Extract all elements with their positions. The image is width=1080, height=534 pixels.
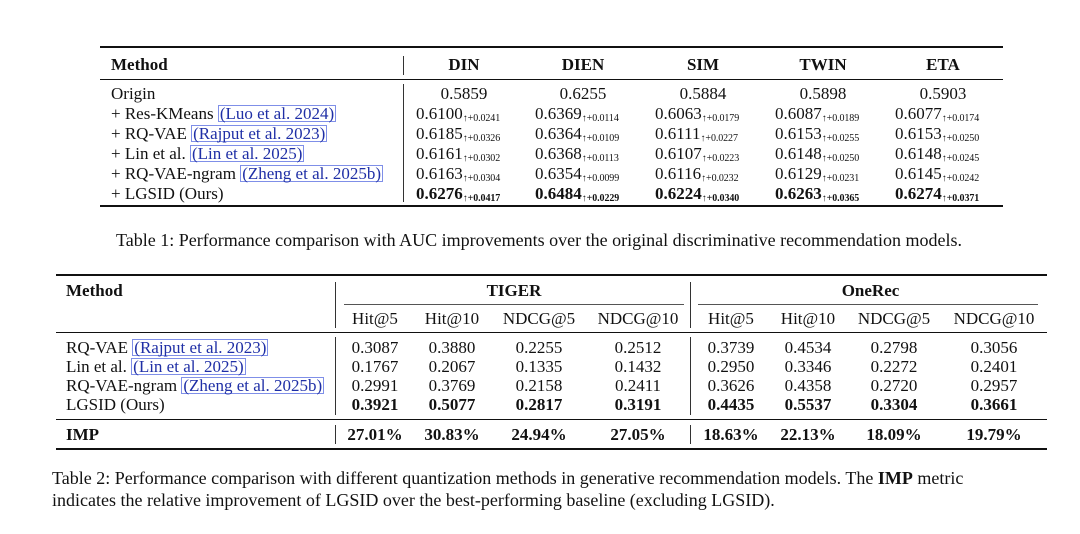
table1-origin-label: Origin (111, 84, 156, 103)
table2-row-label (66, 338, 268, 358)
citation-link[interactable]: (Zheng et al. 2025b) (183, 376, 323, 395)
table2-cell: 0.2411 (614, 376, 662, 395)
table2-cell: 0.2158 (515, 376, 563, 395)
table1-row-label (111, 104, 336, 124)
auc-delta: ↑+0.0365 (821, 193, 860, 204)
method-name: + LGSID (Ours) (111, 184, 224, 203)
auc-delta: ↑+0.0245 (941, 153, 980, 164)
auc-delta: ↑+0.0113 (581, 153, 619, 164)
table2-cell: 0.3769 (428, 376, 476, 395)
table2-cell: 0.5537 (784, 395, 832, 414)
auc-delta: ↑+0.0255 (821, 133, 860, 144)
table1-header-method: Method (111, 55, 168, 74)
method-name: RQ-VAE-ngram (66, 376, 182, 395)
table2-imp-divider (335, 425, 336, 444)
auc-delta: ↑+0.0304 (462, 173, 501, 184)
method-name: Lin et al. (66, 357, 132, 376)
auc-delta: ↑+0.0371 (941, 193, 980, 204)
table2-cell: 0.2950 (707, 357, 755, 376)
method-name: RQ-VAE (66, 338, 133, 357)
auc-value: 0.6263 (775, 184, 822, 203)
table2-cell: 0.4358 (784, 376, 832, 395)
table1-mid-rule (100, 79, 1003, 80)
method-name: + Lin et al. (111, 144, 190, 163)
table2-cell: 0.1767 (351, 357, 399, 376)
table1-row-label (111, 124, 327, 144)
auc-value: 0.6364 (535, 124, 582, 143)
table2-cell: 0.3626 (707, 376, 755, 395)
table2-cell: 0.3087 (351, 338, 399, 357)
table2-cmidrule-onerec (698, 304, 1038, 305)
auc-delta: ↑+0.0114 (581, 113, 619, 124)
table1-row-label (111, 144, 304, 164)
table2-cell: 0.2720 (870, 376, 918, 395)
citation-link[interactable]: (Rajput et al. 2023) (193, 124, 326, 143)
table1-bottom-rule (100, 205, 1003, 207)
citation-link[interactable]: (Zheng et al. 2025b) (242, 164, 381, 183)
method-name: + RQ-VAE (111, 124, 192, 143)
table2-caption (52, 467, 963, 489)
auc-value: 0.6368 (535, 144, 582, 163)
citation-link[interactable]: (Luo et al. 2024) (219, 104, 335, 123)
auc-delta: ↑+0.0229 (581, 193, 620, 204)
auc-delta: ↑+0.0250 (941, 133, 980, 144)
table2-cell: 0.4435 (707, 395, 755, 414)
auc-delta: ↑+0.0232 (701, 173, 739, 184)
citation-link[interactable]: (Lin et al. 2025) (133, 357, 244, 376)
table1-header-twin: TWIN (799, 55, 847, 74)
auc-delta: ↑+0.0250 (821, 153, 860, 164)
table2-row-label (66, 395, 165, 415)
table2-row-label (66, 376, 324, 396)
table2-row-label (66, 357, 246, 377)
table2-imp-label: IMP (66, 425, 100, 444)
table1-header-dien: DIEN (561, 55, 605, 74)
table2-cell: 0.3191 (614, 395, 662, 414)
auc-value: 0.6111 (655, 124, 701, 143)
auc-value: 0.6116 (655, 164, 702, 183)
table2-cell: 0.4534 (784, 338, 832, 357)
auc-delta: ↑+0.0242 (941, 173, 980, 184)
table2-imp-value: 22.13% (780, 425, 836, 444)
table1-origin-value: 0.5884 (679, 84, 727, 103)
auc-value: 0.6369 (535, 104, 582, 123)
table2-imp-group-divider (690, 425, 691, 444)
method-name: + Res-KMeans (111, 104, 218, 123)
table2-subheader: Hit@10 (424, 309, 480, 328)
table1-row-label (111, 164, 383, 184)
table1-header-divider (403, 56, 404, 75)
auc-value: 0.6274 (895, 184, 942, 203)
table2-group-tiger: TIGER (486, 281, 542, 300)
caption-text: metric (912, 468, 964, 488)
auc-delta: ↑+0.0109 (581, 133, 620, 144)
table2-group-divider (690, 282, 691, 328)
table2-header-method: Method (66, 281, 123, 300)
table2-cell: 0.3880 (428, 338, 476, 357)
auc-value: 0.6100 (416, 104, 463, 123)
method-name: LGSID (Ours) (66, 395, 165, 414)
table2-top-rule (56, 274, 1047, 276)
table1-origin-value: 0.5859 (440, 84, 488, 103)
table2-cell: 0.2512 (614, 338, 662, 357)
auc-value: 0.6148 (775, 144, 822, 163)
table2-imp-value: 18.63% (703, 425, 759, 444)
table2-cell: 0.3056 (970, 338, 1018, 357)
auc-delta: ↑+0.0179 (701, 113, 740, 124)
table2-cell: 0.3921 (351, 395, 399, 414)
caption-text: Table 2: Performance comparison with different quantization methods in generative recommendation models. The (52, 468, 878, 488)
auc-value: 0.6484 (535, 184, 582, 203)
citation-link[interactable]: (Lin et al. 2025) (191, 144, 303, 163)
table1-body-divider (403, 84, 404, 202)
auc-delta: ↑+0.0302 (462, 153, 501, 164)
auc-value: 0.6063 (655, 104, 702, 123)
table2-group-onerec: OneRec (841, 281, 900, 300)
table2-body-divider (335, 337, 336, 415)
table2-bottom-rule (56, 448, 1047, 450)
table2-cell: 0.2067 (428, 357, 476, 376)
table2-imp-value: 27.05% (610, 425, 666, 444)
table1-row-label (111, 184, 224, 204)
table2-subheader: NDCG@5 (857, 309, 931, 328)
table2-subheader: Hit@5 (352, 309, 398, 328)
table2-cell: 0.3304 (870, 395, 918, 414)
auc-delta: ↑+0.0241 (462, 113, 501, 124)
table2-cell: 0.3739 (707, 338, 755, 357)
table2-caption-line2: indicates the relative improvement of LGSID over the best-performing baseline (excluding LGSID). (52, 490, 775, 510)
auc-delta: ↑+0.0417 (462, 193, 501, 204)
table1-origin-value: 0.5898 (799, 84, 847, 103)
citation-link[interactable]: (Rajput et al. 2023) (134, 338, 267, 357)
table2-header-divider (335, 282, 336, 328)
auc-value: 0.6224 (655, 184, 702, 203)
table1-header-sim: SIM (686, 55, 720, 74)
table2-subheader: Hit@10 (780, 309, 836, 328)
auc-value: 0.6148 (895, 144, 942, 163)
auc-value: 0.6354 (535, 164, 582, 183)
auc-value: 0.6153 (895, 124, 942, 143)
table2-cell: 0.2817 (515, 395, 563, 414)
caption-bold-term: IMP (877, 468, 913, 488)
table2-imp-value: 24.94% (511, 425, 567, 444)
auc-value: 0.6087 (775, 104, 822, 123)
table2-subheader: NDCG@5 (502, 309, 576, 328)
auc-value: 0.6129 (775, 164, 822, 183)
table2-subheader: NDCG@10 (597, 309, 679, 328)
table2-cell: 0.1432 (614, 357, 662, 376)
auc-value: 0.6145 (895, 164, 942, 183)
table2-mid-rule (56, 332, 1047, 333)
table2-cell: 0.1335 (515, 357, 563, 376)
auc-value: 0.6107 (655, 144, 702, 163)
table2-cell: 0.2272 (870, 357, 918, 376)
auc-value: 0.6161 (416, 144, 463, 163)
auc-delta: ↑+0.0189 (821, 113, 860, 124)
auc-value: 0.6077 (895, 104, 942, 123)
auc-delta: ↑+0.0227 (700, 133, 738, 144)
table1-top-rule (100, 46, 1003, 48)
table2-cmidrule-tiger (344, 304, 684, 305)
auc-value: 0.6163 (416, 164, 463, 183)
table1-header-din: DIN (448, 55, 480, 74)
table2-cell: 0.2255 (515, 338, 563, 357)
auc-delta: ↑+0.0223 (701, 153, 740, 164)
table2-imp-value: 30.83% (424, 425, 480, 444)
auc-delta: ↑+0.0099 (581, 173, 620, 184)
table2-cell: 0.3346 (784, 357, 832, 376)
table1-origin-value: 0.5903 (919, 84, 967, 103)
table2-body-group-divider (690, 337, 691, 415)
table2-cell: 0.2401 (970, 357, 1018, 376)
table2-subheader: Hit@5 (708, 309, 754, 328)
method-name: + RQ-VAE-ngram (111, 164, 241, 183)
table2-imp-value: 18.09% (866, 425, 922, 444)
table2-subheader: NDCG@10 (953, 309, 1035, 328)
auc-delta: ↑+0.0231 (821, 173, 860, 184)
table2-cell: 0.2798 (870, 338, 918, 357)
table2-cell: 0.2957 (970, 376, 1018, 395)
table2-cell: 0.2991 (351, 376, 399, 395)
table1-origin-value: 0.6255 (559, 84, 607, 103)
auc-delta: ↑+0.0340 (701, 193, 740, 204)
table2-imp-rule (56, 419, 1047, 420)
table2-cell: 0.5077 (428, 395, 476, 414)
table2-imp-value: 27.01% (347, 425, 403, 444)
table1-header-eta: ETA (926, 55, 960, 74)
table2-cell: 0.3661 (970, 395, 1018, 414)
auc-value: 0.6276 (416, 184, 463, 203)
table2-imp-value: 19.79% (966, 425, 1022, 444)
auc-value: 0.6153 (775, 124, 822, 143)
table1-caption: Table 1: Performance comparison with AUC improvements over the original discriminative recommendation models. (116, 230, 963, 250)
auc-value: 0.6185 (416, 124, 463, 143)
auc-delta: ↑+0.0174 (941, 113, 980, 124)
auc-delta: ↑+0.0326 (462, 133, 501, 144)
